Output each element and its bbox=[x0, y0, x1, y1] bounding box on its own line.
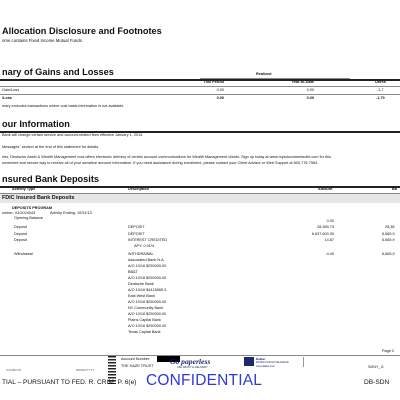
col-description: Description bbox=[128, 187, 149, 191]
realized-header: Realized bbox=[256, 72, 272, 76]
row-1-type: Deposit bbox=[14, 232, 27, 236]
allocation-note: ome contains Fixed Income Mutual Funds. bbox=[2, 38, 83, 43]
gains-footnote: mary excludes transactions where cost basis information is not available. bbox=[2, 104, 125, 108]
go-paperless-logo: Go paperless bbox=[170, 357, 211, 366]
gains-title: nary of Gains and Losses bbox=[2, 67, 114, 77]
legal-left: TIAL – PURSUANT TO FED. R. CRIM. P. 6(e) bbox=[2, 379, 137, 386]
award-name: Dalbar bbox=[256, 357, 266, 361]
opening-balance-label: Opening Balance bbox=[14, 216, 44, 220]
row-2-type: Deposit bbox=[14, 238, 27, 242]
col-balance: Ba bbox=[392, 187, 397, 191]
account-holder: THE HAZE TRUST bbox=[121, 364, 154, 368]
withdrawal-balance: 6,665,9 bbox=[382, 252, 395, 256]
award-url: www.dalbar.com bbox=[256, 365, 275, 368]
row-2-amount: 14.87 bbox=[324, 238, 334, 242]
detail-11: A/O 10/16 $250000.00 bbox=[128, 324, 167, 328]
col-activity-type: Activity Type bbox=[12, 187, 36, 191]
detail-5: A/O 10/16 $4415665.3 bbox=[128, 288, 167, 292]
info-line4: onvenient and secure way to receive all of your sensitive account information. If you need assistance during enrollment, please contact your Client Advisor or Web Support at 800-776-7564. bbox=[2, 161, 319, 165]
col-this-period: This Period bbox=[203, 80, 224, 84]
gains-row1-ytd: 0.00 bbox=[306, 88, 314, 92]
row-0-balance: 28,38 bbox=[385, 225, 395, 229]
info-title: our Information bbox=[2, 119, 70, 129]
withdrawal-amount: -4.40 bbox=[325, 252, 334, 256]
detail-2: BB&T bbox=[128, 270, 138, 274]
row-2-desc: INTEREST CREDITED bbox=[128, 238, 168, 242]
withdrawal-desc: WITHDRAWAL bbox=[128, 252, 154, 256]
col-amount: Amount bbox=[318, 187, 333, 191]
row-2-balance: 6,665,9 bbox=[382, 238, 395, 242]
footer-small-2: DD/DD/YYYY bbox=[76, 368, 95, 372]
realized-rule bbox=[200, 78, 350, 79]
award-seal-icon bbox=[244, 357, 254, 366]
deposits-activity-ending: Activity Ending: 10/31/13 bbox=[50, 211, 92, 215]
gains-row1-unreal: -1,7 bbox=[377, 88, 384, 92]
gains-row2-unreal: -1,79 bbox=[376, 96, 385, 100]
deposits-title-rule bbox=[0, 186, 400, 188]
footer-vertical-divider bbox=[303, 357, 304, 367]
page-number: Page 2 bbox=[382, 349, 395, 353]
row-0-type: Deposit bbox=[14, 225, 27, 229]
info-line2: Messages" section at the end of this statement for details. bbox=[2, 145, 100, 149]
deposits-title: nsured Bank Deposits bbox=[2, 174, 100, 184]
account-number-label: Account Number: bbox=[121, 357, 151, 361]
info-line3: ries, Deutsche Asset & Wealth Management now offers electronic delivery of certain account communications for Wealth Management clients. Sign up today at www.mysdocumentsuite.com for this bbox=[2, 155, 332, 159]
detail-3: A/O 10/16 $250000.00 bbox=[128, 276, 167, 280]
footer-small-1: OO/AB-OO bbox=[6, 368, 22, 372]
detail-6: East West Bank bbox=[128, 294, 155, 298]
row-1-balance: 6,665,9 bbox=[382, 232, 395, 236]
row-0-desc: DEPOSIT bbox=[128, 225, 145, 229]
deposits-account-number: umber: X4G024043 bbox=[2, 211, 36, 215]
award-text: RATED FOR EXCELLENCE bbox=[256, 361, 289, 364]
gains-row-rule bbox=[0, 94, 400, 95]
detail-4: Deutsche Bank bbox=[128, 282, 154, 286]
row-1-desc: DEPOSIT bbox=[128, 232, 145, 236]
gains-header-rule bbox=[0, 86, 400, 87]
detail-12: Texas Capital Bank bbox=[128, 330, 161, 334]
detail-9: A/O 10/16 $250000.00 bbox=[128, 312, 167, 316]
detail-7: A/O 10/16 $250000.00 bbox=[128, 300, 167, 304]
col-ytd: Year-to-Date bbox=[291, 80, 314, 84]
legal-right: DB-SDN bbox=[364, 379, 390, 386]
confidential-stamp: CONFIDENTIAL bbox=[146, 372, 263, 389]
fdic-section-title: FDIC Insured Bank Deposits bbox=[2, 195, 75, 201]
detail-10: Plains Capital Bank bbox=[128, 318, 161, 322]
gains-row1-label: Gain/Loss bbox=[2, 88, 20, 92]
gains-row1-this: 0.00 bbox=[216, 88, 224, 92]
footer-rule bbox=[0, 355, 400, 356]
info-line1: Bank will change certain service and account-related fees effective January 1, 2014. bbox=[2, 133, 144, 137]
detail-1: A/O 10/16 $250000.00 bbox=[128, 264, 167, 268]
row-2-apy: APY: 0.01% bbox=[134, 244, 155, 248]
withdrawal-type: Withdrawal bbox=[14, 252, 33, 256]
allocation-title: Allocation Disclosure and Footnotes bbox=[2, 26, 162, 36]
go-paperless-sub: ASK ABOUT E-DELIVERY bbox=[177, 366, 208, 369]
footer-code: SDNY_G bbox=[368, 365, 384, 369]
deposits-program: DEPOSITS PROGRAM bbox=[12, 206, 53, 210]
detail-0: Associated Bank N.A bbox=[128, 258, 164, 262]
row-1-amount: 6,637,600.30 bbox=[311, 232, 334, 236]
detail-8: NY Community Bank bbox=[128, 306, 164, 310]
opening-balance-amount: 0.00 bbox=[326, 219, 334, 223]
row-0-amount: 28,389.73 bbox=[317, 225, 334, 229]
col-unrealized: Unrea bbox=[375, 80, 386, 84]
gains-row2-label: /Loss bbox=[2, 96, 12, 100]
gains-row2-this: 0.00 bbox=[216, 96, 224, 100]
gains-row2-ytd: 0.00 bbox=[306, 96, 314, 100]
